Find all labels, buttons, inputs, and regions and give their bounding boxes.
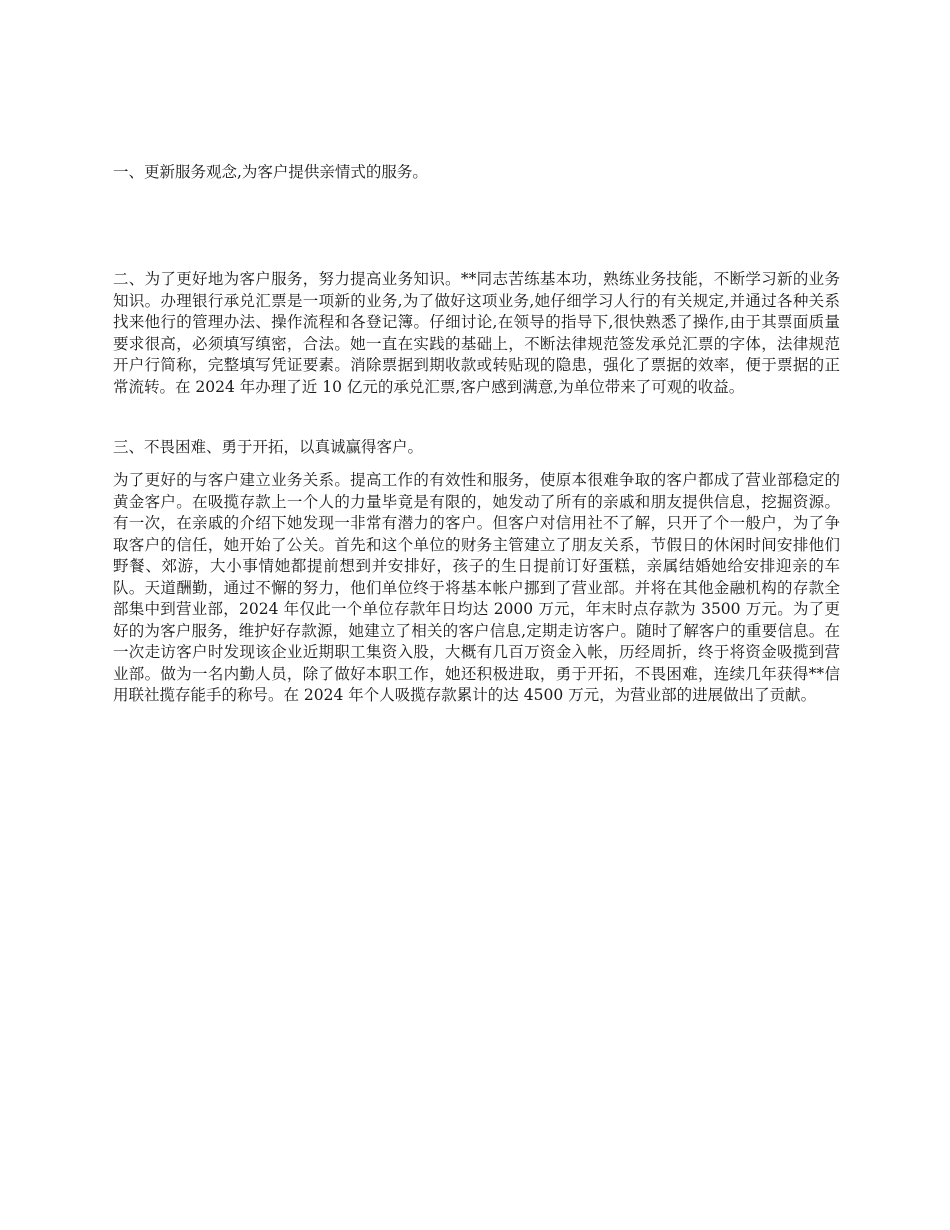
section-body-3: 为了更好的与客户建立业务关系。提高工作的有效性和服务，使原本很难争取的客户都成了营业部稳定的黄金客户。在吸揽存款上一个人的力量毕竟是有限的，她发动了所有的亲戚和朋友提供信息，挖掘资源。有一次，在亲戚的介绍下她发现一非常有潜力的客户。但客户对信用社不了解，只开了个一般户，为了争取客户的信任，她开始了公关。首先和这个单位的财务主管建立了朋友关系，节假日的休闲时间安排他们野餐、郊游，大小事情她都提前想到并安排好，孩子的生日提前订好蛋糕，亲属结婚她给安排迎亲的车队。天道酬勤，通过不懈的努力，他们单位终于将基本帐户挪到了营业部。并将在其他金融机构的存款全部集中到营业部，2024 年仅此一个单位存款年日均达 2000 万元，年末时点存款为 3500 万元。为了更好的为客户服务，维护好存款源，她建立了相关的客户信息,定期走访客户。随时了解客户的重要信息。在一次走访客户时发现该企业近期职工集资入股，大概有几百万资金入帐，历经周折，终于将资金吸揽到营业部。做为一名内勤人员，除了做好本职工作，她还积极进取，勇于开拓，不畏困难，连续几年获得**信用联社揽存能手的称号。在 2024 年个人吸揽存款累计的达 4500 万元，为营业部的进展做出了贡献。 [113, 471, 840, 704]
section-body-2: 二、为了更好地为客户服务，努力提高业务知识。**同志苦练基本功，熟练业务技能，不断学习新的业务知识。办理银行承兑汇票是一项新的业务,为了做好这项业务,她仔细学习人行的有关规定,并通过各种关系找来他行的管理办法、操作流程和各登记簿。仔细讨论,在领导的指导下,很快熟悉了操作,由于其票面质量要求很高，必须填写缜密，合法。她一直在实践的基础上，不断法律规范签发承兑汇票的字体，法律规范开户行简称，完整填写凭证要素。消除票据到期收款或转贴现的隐患，强化了票据的效率，便于票据的正常流转。在 2024 年办理了近 10 亿元的承兑汇票,客户感到满意,为单位带来了可观的收益。 [113, 270, 840, 396]
section-heading-3: 三、不畏困难、勇于开拓，以真诚赢得客户。 [113, 438, 424, 456]
section-heading-1: 一、更新服务观念,为客户提供亲情式的服务。 [113, 163, 428, 181]
